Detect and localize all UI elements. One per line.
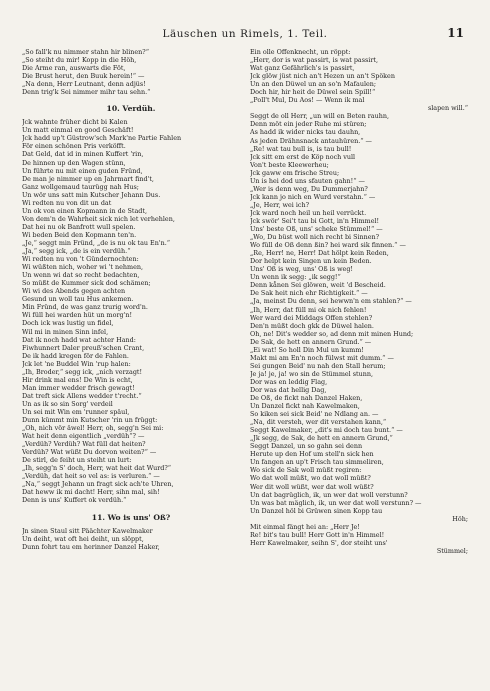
text-line: Dat Geld, dat id in minen Kuffert 'rin, bbox=[22, 150, 144, 159]
text-line: De stirl, de feiht un steiht un lurt: bbox=[22, 456, 132, 465]
text-line: Jck wahnte früher dicht bi Kalen bbox=[22, 118, 128, 127]
text-line: „So steiht du mir! Kopp in die Höh, bbox=[22, 56, 137, 65]
text-line: Un matt einmal en good Geschäft! bbox=[22, 126, 134, 135]
text-line: För einen schönen Pris verköfft. bbox=[22, 142, 126, 151]
text-line: Man immer wedder frisch gewagt! bbox=[22, 383, 135, 392]
text-line: Un as ik so sin Sorg' verdeil bbox=[22, 399, 113, 408]
text-line: So kiken sei sick Beid' ne Ndlang an. — bbox=[250, 410, 379, 419]
text-line: Sei gungen Beid' nu nah den Stall herum; bbox=[250, 361, 386, 370]
text-line: Un wör uns satt min Kutscher Jehann Dus. bbox=[22, 190, 161, 199]
page-header bbox=[20, 26, 470, 44]
text-line: Jck swör' Sei't tau bi Gott, in'n Himmel! bbox=[250, 216, 380, 225]
text-line: „Herr, dor is wat passirt, is wat passirt, bbox=[250, 56, 378, 65]
text-line: Dunn kümmt min Kutscher 'rin un früggt: bbox=[22, 416, 158, 425]
section-heading: 11. Wo is uns' Oß? bbox=[91, 512, 171, 522]
text-line: Dor helpt kein Singen un kein Beden. bbox=[250, 257, 372, 266]
text-line: Jck hadd up't Güstrow'sch Mark'ne Partie Fahlen bbox=[22, 134, 182, 143]
text-line: Doch ick was lustig un fidel, bbox=[22, 319, 114, 328]
text-line: „Ih, Broder,“ segg ick, „nich verzagt! bbox=[22, 367, 143, 376]
text-line: Jck sitt em erst de Köp noch vull bbox=[250, 152, 356, 161]
text-line: Wi wüßten nich, woher wi 't nehmen, bbox=[22, 263, 144, 272]
text-line: Uns' Oß is weg, uns' Oß is weg! bbox=[250, 265, 353, 274]
text-line: Denn is uns' Kuffert ok verdüh.“ bbox=[22, 496, 127, 505]
text-line: Dor was dat hellig Dag, bbox=[250, 385, 327, 394]
text-line: Oh, ne! Dit's wedder so, ad denn mit minen Hund; bbox=[250, 329, 414, 338]
text-line: Dor was en leddig Flag, bbox=[250, 377, 328, 386]
text-line: „Na, dit versteh, wer dit verstahen kann,“ bbox=[250, 418, 387, 427]
text-line: Doch hir, hir heit de Düwel sein Spill!“ bbox=[250, 88, 376, 97]
text-line: Un sei mit Win em 'runner späul, bbox=[22, 407, 130, 416]
text-line: Wi redten nu von dit un dat bbox=[22, 198, 112, 207]
text-line: As hadd ik wider nicks tau dauhn, bbox=[250, 128, 361, 137]
poem-continuation bbox=[22, 48, 240, 96]
text-line: Ein olle Offenknecht, un röppt: bbox=[250, 48, 351, 56]
text-columns bbox=[20, 48, 470, 555]
text-line: Un führte nu mit einen guden Fründ, bbox=[22, 166, 143, 175]
text-line: Seggt de oll Herr, „un will en Beten rauhn, bbox=[250, 112, 389, 121]
text-line: Die Brust herut, den Buuk herein!“ — bbox=[22, 72, 145, 81]
running-title: Läuschen un Rimels, 1. Teil. bbox=[162, 28, 328, 40]
text-line: Wi beden Beid den Kopmann ten'n. bbox=[22, 230, 137, 239]
text-line: So müßt de Kummer sick dod schämen; bbox=[22, 279, 151, 288]
text-line: Uns' beste Oß, uns' scheke Stümmel!“ — bbox=[250, 225, 383, 234]
text-line: Jn sinen Staul sitt Päächter Kawelmaker bbox=[22, 526, 153, 535]
text-line: Re! bit's tau bull! Herr Gott in'n Himmel! bbox=[250, 530, 385, 539]
text-line: „Oh, nich vör äwel! Herr, oh, segg'n Sei mi: bbox=[22, 424, 164, 433]
poem-verduh bbox=[22, 118, 240, 504]
text-line: „Je, Herr, wei ich? bbox=[250, 200, 310, 209]
text-line: „Wer is denn weg, Du Dummerjahn? bbox=[250, 184, 368, 193]
text-line: Un Danzel höl bi Grüwen sinen Kopp tau bbox=[250, 506, 383, 515]
text-line: Wi füll hei warden hüt un morg'n! bbox=[22, 311, 133, 320]
text-line: Herute up den Hof um stell'n sick hen bbox=[250, 450, 374, 459]
text-line: Un fangen an up't Frisch tau simmeliren, bbox=[250, 458, 384, 467]
text-line: Jck ward noch heil un heil verrückt. bbox=[250, 208, 367, 217]
text-line: Dat hei nu ok Banfrott wull spelen. bbox=[22, 222, 136, 231]
text-line: Jck glöw jüst nich an't Hezen un an't Spöken bbox=[250, 72, 395, 81]
text-line: slapen will.“ bbox=[427, 104, 468, 113]
text-line: De hinnen up den Wagen stünn, bbox=[22, 158, 126, 167]
text-line: Gesund un woll tau Hus ankemen. bbox=[22, 295, 134, 304]
text-line: Dat ik noch hadd wat achter Hand: bbox=[22, 335, 136, 344]
text-line: Ganz wollgemaud taurügg nah Hus; bbox=[22, 182, 139, 191]
text-line: Wat ganz Gefährlich's is passirt, bbox=[250, 64, 355, 73]
text-line: Von dem'n de Wahrheit sick nich let verhehlen, bbox=[22, 214, 175, 223]
text-line: Dat treft sick Allens wedder t'recht.“ bbox=[22, 391, 142, 400]
text-line: Wer ward dei Middags Offen stehlen? bbox=[250, 313, 373, 322]
text-line: „Wo, Du büst woll nich recht bi Sinnen? bbox=[250, 233, 380, 242]
text-line: Un deiht, wat oft hei deiht, un slöppt, bbox=[22, 534, 144, 543]
text-line: Hir drink mal ens! De Win is echt, bbox=[22, 375, 133, 384]
text-line: Wil mi in minen Sinn infel, bbox=[22, 327, 109, 336]
text-line: „Poll't Mul, Du Aos! — Wenn ik mal bbox=[250, 96, 365, 105]
text-line: Verdüh? Wat wüßt Du dorvon weiten?“ — bbox=[22, 448, 157, 457]
text-line: Fiwhunnert Daler preuß'schen Crant, bbox=[22, 343, 145, 352]
text-line: Jck kann jo nich en Wurd verstahn.“ — bbox=[250, 192, 376, 201]
text-line: Jck let 'ne Buddel Win 'rup halen: bbox=[22, 359, 131, 368]
text-line: Un ok von einen Kopmann in de Stadt, bbox=[22, 206, 147, 215]
text-line: Un Danzel fickt nah Kawelmaken, bbox=[250, 402, 360, 411]
text-line: Un dat bagrüglich, ik, un wer dat woll verstunn? bbox=[250, 490, 408, 499]
text-line: „Je,“ seggt min Fründ, „de is nu ok tau En'n.“ bbox=[22, 238, 171, 247]
text-line: „Ei wat! So holl Din Mul un kumm! bbox=[250, 345, 364, 354]
text-line: De man je nimmer up en Jahrmart find't, bbox=[22, 174, 154, 183]
text-line: „So fall'k nu nimmer stahn hir blinen?“ bbox=[22, 48, 149, 56]
poem-wo-is-uns-oss-continued bbox=[250, 48, 468, 555]
text-line: Wo dat woll müßt, wo dat woll müßt? bbox=[250, 474, 371, 483]
text-line: „Re, Herr! ne, Herr! Dat hölpt kein Reden, bbox=[250, 249, 389, 258]
text-line: De ik hadd kregen för de Fahlen. bbox=[22, 351, 129, 360]
text-line: Dunn fohrt tau em herinner Danzel Haker, bbox=[22, 542, 160, 551]
poem-wo-is-uns-oss bbox=[22, 527, 240, 551]
text-line: Denn möt ein jeder Ruhe mi stüren; bbox=[250, 120, 367, 129]
text-line: Von't beste Kleewerheu; bbox=[250, 160, 329, 169]
text-line: „Na,“ seggt Jehann un fragt sick ach'te Uhren, bbox=[22, 480, 174, 489]
text-line: „Re! wat tau bull is, is tau bull! bbox=[250, 144, 352, 153]
text-line: Dat heww ik mi dacht! Herr, sihn mal, sih! bbox=[22, 488, 160, 497]
text-line: Je ja! je, ja! wo sin de Stümmel stunn, bbox=[250, 369, 373, 378]
text-line: Wo sick de Sak woll müßt regiren: bbox=[250, 466, 362, 475]
text-line: Die Arme ran, auswarts die Föt, bbox=[22, 64, 126, 73]
text-line: Denn kånen Sei glöwen, weit 'd Bescheid. bbox=[250, 281, 386, 290]
text-line: Wo füll de Oß denn ßin? hei ward sik finnen.“ — bbox=[250, 241, 406, 250]
text-line: Un is hei dod uns sfauten gahn!“ — bbox=[250, 176, 365, 185]
page-number: 11 bbox=[447, 26, 464, 40]
left-column bbox=[22, 48, 240, 555]
text-line: Stümmel; bbox=[436, 546, 468, 555]
text-line: Makt mi am En'n noch fülwst mit dumm.“ — bbox=[250, 353, 394, 362]
text-line: Wi wi des Abends gegen achten bbox=[22, 287, 126, 296]
text-line: Min Fründ, de was ganz trurig word'n. bbox=[22, 303, 148, 312]
text-line: Un wenn wi dat so recht bedachten, bbox=[22, 271, 140, 280]
text-line: „Ih, segg'n S' doch, Herr, wat heit dat Wurd?“ bbox=[22, 464, 172, 473]
text-line: Jck gaww em frische Streu; bbox=[250, 168, 340, 177]
text-line: „Ja, meinst Du denn, sei hewwn'n em stahlen?“ — bbox=[250, 297, 412, 306]
text-line: Mit einmal fängt hei an: „Herr Je! bbox=[250, 522, 360, 531]
text-line: Wer dit woll wüßt, wer dat woll wüßt? bbox=[250, 482, 374, 491]
text-line: „Ih, Herr, dat füll mi ok nich fehlen! bbox=[250, 305, 367, 314]
text-line: „Na denn, Herr Leutnant, denn adjüs! bbox=[22, 80, 146, 89]
text-line: Un an den Düwel un an so'n Mafaulen; bbox=[250, 80, 377, 89]
text-line: Seggt Kawelmaker, „dit's mi doch tau bunt.“ — bbox=[250, 426, 403, 435]
text-line: Wat heit denn eigentlich „verdüh“? — bbox=[22, 432, 145, 441]
text-line: „Verdüh, dat heit so vel as: is verluren.“ — bbox=[22, 472, 160, 481]
text-line: De Oß, de fickt nah Danzel Haken, bbox=[250, 394, 363, 403]
text-line: De Sak, de hett en annern Grund.“ — bbox=[250, 337, 372, 346]
text-line: „Jk segg, de Sak, de hett en annern Grund,“ bbox=[250, 434, 393, 443]
text-line: De Sak heit nich ehr Richtigkeit.“ — bbox=[250, 289, 368, 298]
text-line: Höh; bbox=[452, 514, 468, 523]
right-column bbox=[250, 48, 468, 555]
text-line: As jeden Drähnsnack antauhüren.“ — bbox=[250, 136, 372, 145]
text-line: Wi redten nu von 't Gündernochten: bbox=[22, 255, 139, 264]
section-heading: 10. Verdüh. bbox=[106, 104, 156, 114]
text-line: Herr Kawelmaker, seihn S', dor steiht uns' bbox=[250, 538, 388, 547]
text-line: Un wenn ik segg: „ik segg!“ bbox=[250, 273, 341, 282]
text-line: Un was bat mäglich, ik, un wer dat woll verstunn? — bbox=[250, 498, 422, 507]
text-line: „Verdüh? Verdüh? Wat füll dat heiten? bbox=[22, 440, 146, 449]
text-line: Seggt Danzel, un so gahn sei denn bbox=[250, 442, 363, 451]
text-line: Den'n müßt doch gkk de Düwel halen. bbox=[250, 321, 374, 330]
text-line: „Ja,“ segg ick, „de is ein verdüh.“ bbox=[22, 247, 131, 256]
text-line: Denn trig'k Sei nimmer mihr tau sehn.“ bbox=[22, 88, 151, 97]
